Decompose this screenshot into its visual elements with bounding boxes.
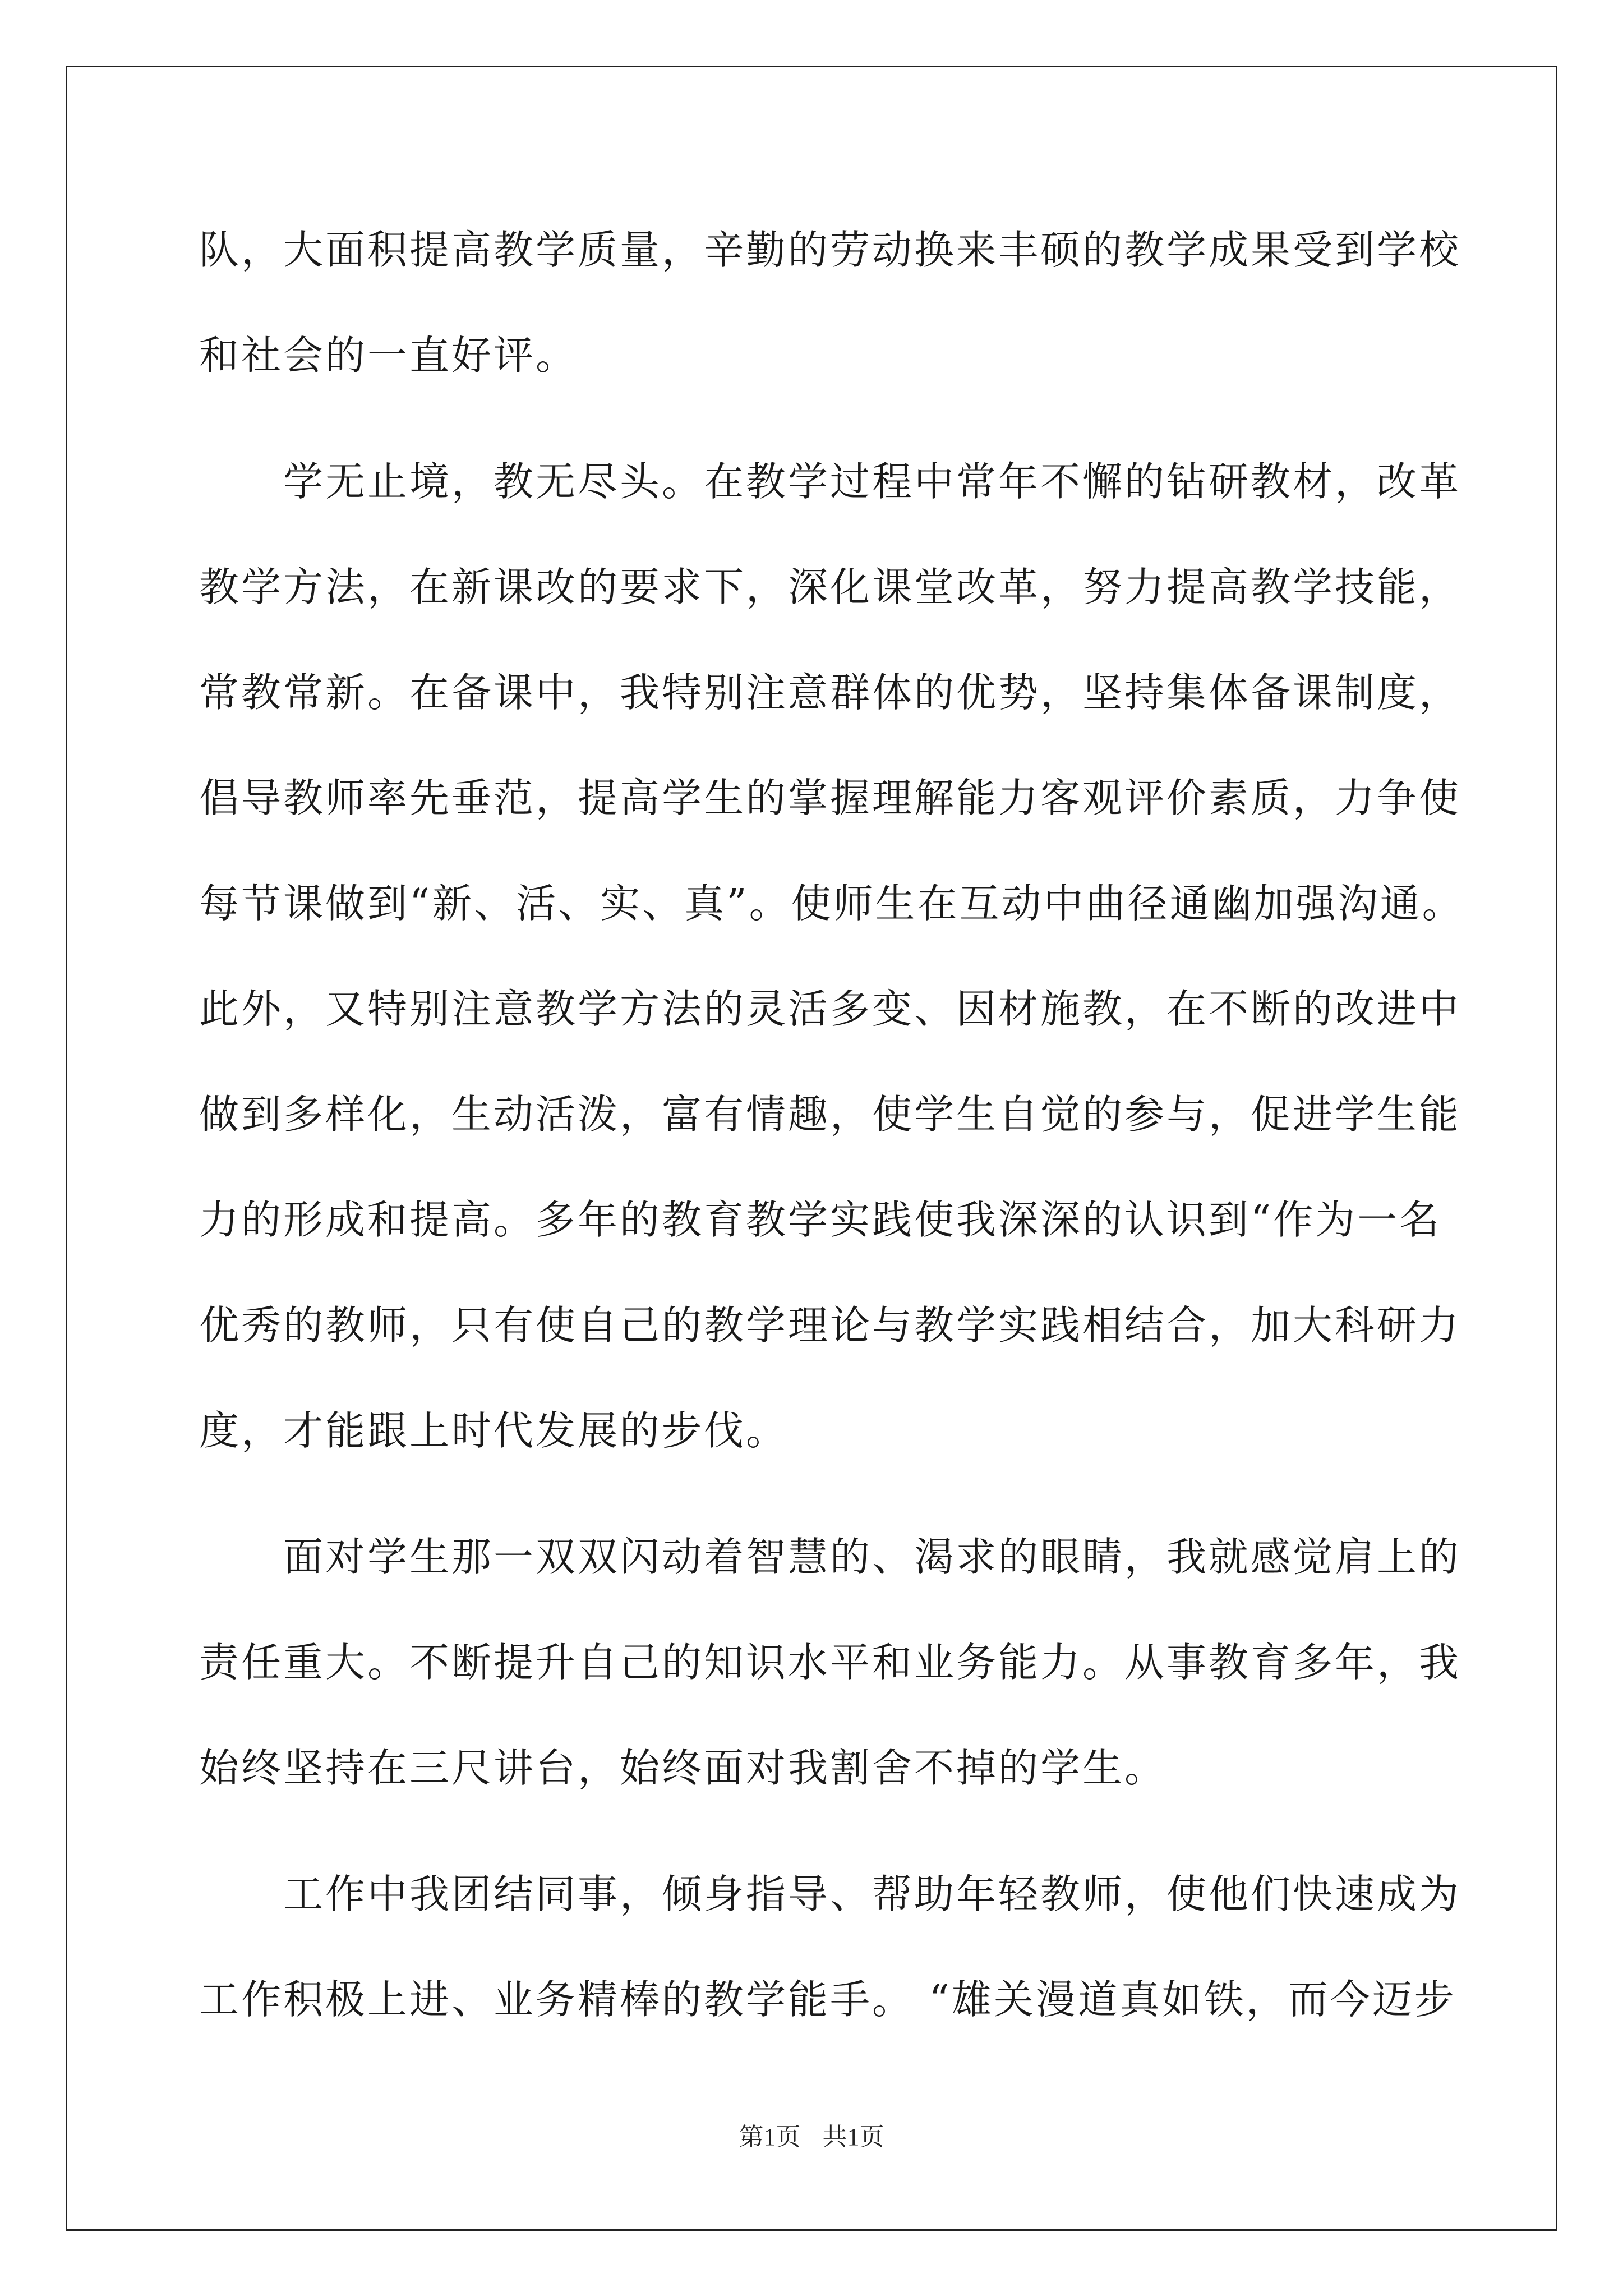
text-line: 始终坚持在三尺讲台，始终面对我割舍不掉的学生。 — [199, 1745, 1167, 1791]
text-line: 责任重大。不断提升自己的知识水平和业务能力。从事教育多年，我 — [199, 1639, 1461, 1686]
page-footer — [0, 2120, 1623, 2154]
text-line: 常教常新。在备课中，我特别注意群体的优势，坚持集体备课制度， — [199, 669, 1461, 716]
text-line: 学无止境，教无尽头。在教学过程中常年不懈的钻研教材，改革 — [283, 458, 1461, 505]
text-line: 队，大面积提高教学质量，辛勤的劳动换来丰硕的教学成果受到学校 — [199, 227, 1461, 273]
text-line: 每节课做到“新、活、实、真”。使师生在互动中曲径通幽加强沟通。 — [199, 880, 1464, 927]
text-line: 工作中我团结同事，倾身指导、帮助年轻教师，使他们快速成为 — [283, 1871, 1461, 1917]
document-body — [199, 217, 1464, 2072]
text-line: 做到多样化，生动活泼，富有情趣，使学生自觉的参与，促进学生能 — [199, 1091, 1461, 1138]
text-line: 工作积极上进、业务精棒的教学能手。 “雄关漫道真如铁，而今迈步 — [199, 1976, 1456, 2023]
text-line: 倡导教师率先垂范，提高学生的掌握理解能力客观评价素质，力争使 — [199, 775, 1461, 821]
text-line: 力的形成和提高。多年的教育教学实践使我深深的认识到“作为一名 — [199, 1197, 1442, 1243]
text-line: 此外，又特别注意教学方法的灵活多变、因材施教，在不断的改进中 — [199, 986, 1461, 1032]
text-line: 面对学生那一双双闪动着智慧的、渴求的眼睛，我就感觉肩上的 — [283, 1534, 1461, 1580]
page-number: 第1页 — [739, 2123, 801, 2151]
text-line: 教学方法，在新课改的要求下，深化课堂改革，努力提高教学技能， — [199, 564, 1461, 610]
text-line: 优秀的教师，只有使自己的教学理论与教学实践相结合，加大科研力 — [199, 1302, 1461, 1349]
text-line: 度，才能跟上时代发展的步伐。 — [199, 1407, 789, 1454]
page-total: 共1页 — [822, 2123, 884, 2151]
text-line: 和社会的一直好评。 — [199, 332, 578, 379]
